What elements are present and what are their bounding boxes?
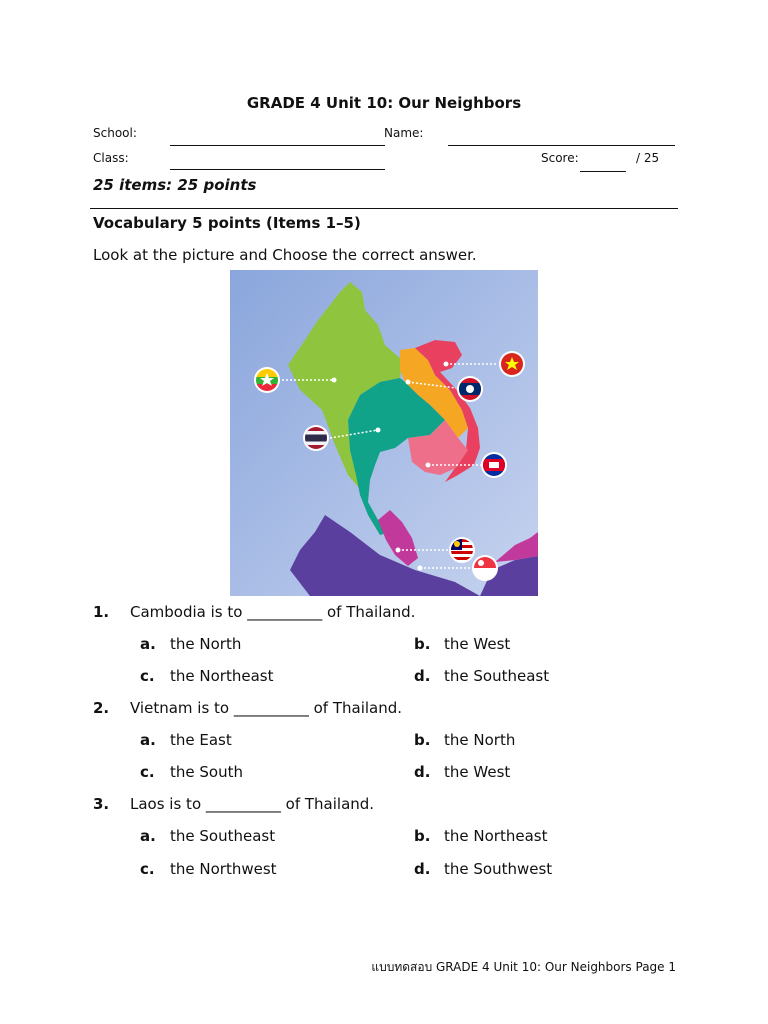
option-letter: d. xyxy=(414,860,431,878)
question-text: Laos is to __________ of Thailand. xyxy=(130,795,375,813)
option-letter: c. xyxy=(140,763,155,781)
option-1d[interactable] xyxy=(414,667,549,685)
option-2d[interactable] xyxy=(414,763,510,781)
option-3c[interactable] xyxy=(140,860,277,878)
option-text: the Northeast xyxy=(170,667,274,685)
instruction: Look at the picture and Choose the correct answer. xyxy=(93,246,477,264)
option-letter: b. xyxy=(414,731,431,749)
school-field[interactable] xyxy=(170,145,385,146)
items-points: 25 items: 25 points xyxy=(93,176,257,194)
class-label: Class: xyxy=(93,151,129,165)
option-2b[interactable] xyxy=(414,731,515,749)
option-3a[interactable] xyxy=(140,827,275,845)
option-letter: c. xyxy=(140,860,155,878)
question-text: Cambodia is to __________ of Thailand. xyxy=(130,603,416,621)
option-letter: a. xyxy=(140,827,156,845)
school-label: School: xyxy=(93,126,137,140)
option-text: the Northwest xyxy=(170,860,277,878)
option-letter: c. xyxy=(140,667,155,685)
option-1a[interactable] xyxy=(140,635,241,653)
score-field[interactable] xyxy=(580,171,626,172)
page-title: GRADE 4 Unit 10: Our Neighbors xyxy=(246,94,522,112)
option-letter: a. xyxy=(140,731,156,749)
option-text: the East xyxy=(170,731,232,749)
option-1b[interactable] xyxy=(414,635,510,653)
option-text: the West xyxy=(444,763,511,781)
question-3 xyxy=(93,795,374,813)
option-text: the Northeast xyxy=(444,827,548,845)
option-text: the Southeast xyxy=(444,667,550,685)
name-field[interactable] xyxy=(448,145,675,146)
name-label: Name: xyxy=(384,126,424,140)
option-3b[interactable] xyxy=(414,827,547,845)
question-1 xyxy=(93,603,415,621)
score-total: / 25 xyxy=(636,151,660,165)
divider xyxy=(90,208,678,209)
option-text: the North xyxy=(170,635,242,653)
southeast-asia-map xyxy=(230,270,538,596)
option-text: the North xyxy=(444,731,516,749)
option-letter: d. xyxy=(414,667,431,685)
option-3d[interactable] xyxy=(414,860,552,878)
option-text: the South xyxy=(170,763,243,781)
question-2 xyxy=(93,699,402,717)
question-number: 3. xyxy=(93,795,110,813)
option-1c[interactable] xyxy=(140,667,273,685)
option-letter: b. xyxy=(414,635,431,653)
option-2a[interactable] xyxy=(140,731,232,749)
question-text: Vietnam is to __________ of Thailand. xyxy=(130,699,403,717)
section-title: Vocabulary 5 points (Items 1–5) xyxy=(93,214,361,232)
score-label: Score: xyxy=(541,151,579,165)
question-number: 1. xyxy=(93,603,110,621)
page-footer: แบบทดสอบ GRADE 4 Unit 10: Our Neighbors Page 1 xyxy=(371,960,676,974)
option-text: the Southeast xyxy=(170,827,276,845)
question-number: 2. xyxy=(93,699,110,717)
class-field[interactable] xyxy=(170,169,385,170)
option-2c[interactable] xyxy=(140,763,243,781)
option-letter: d. xyxy=(414,763,431,781)
option-letter: b. xyxy=(414,827,431,845)
option-letter: a. xyxy=(140,635,156,653)
option-text: the Southwest xyxy=(444,860,553,878)
option-text: the West xyxy=(444,635,511,653)
